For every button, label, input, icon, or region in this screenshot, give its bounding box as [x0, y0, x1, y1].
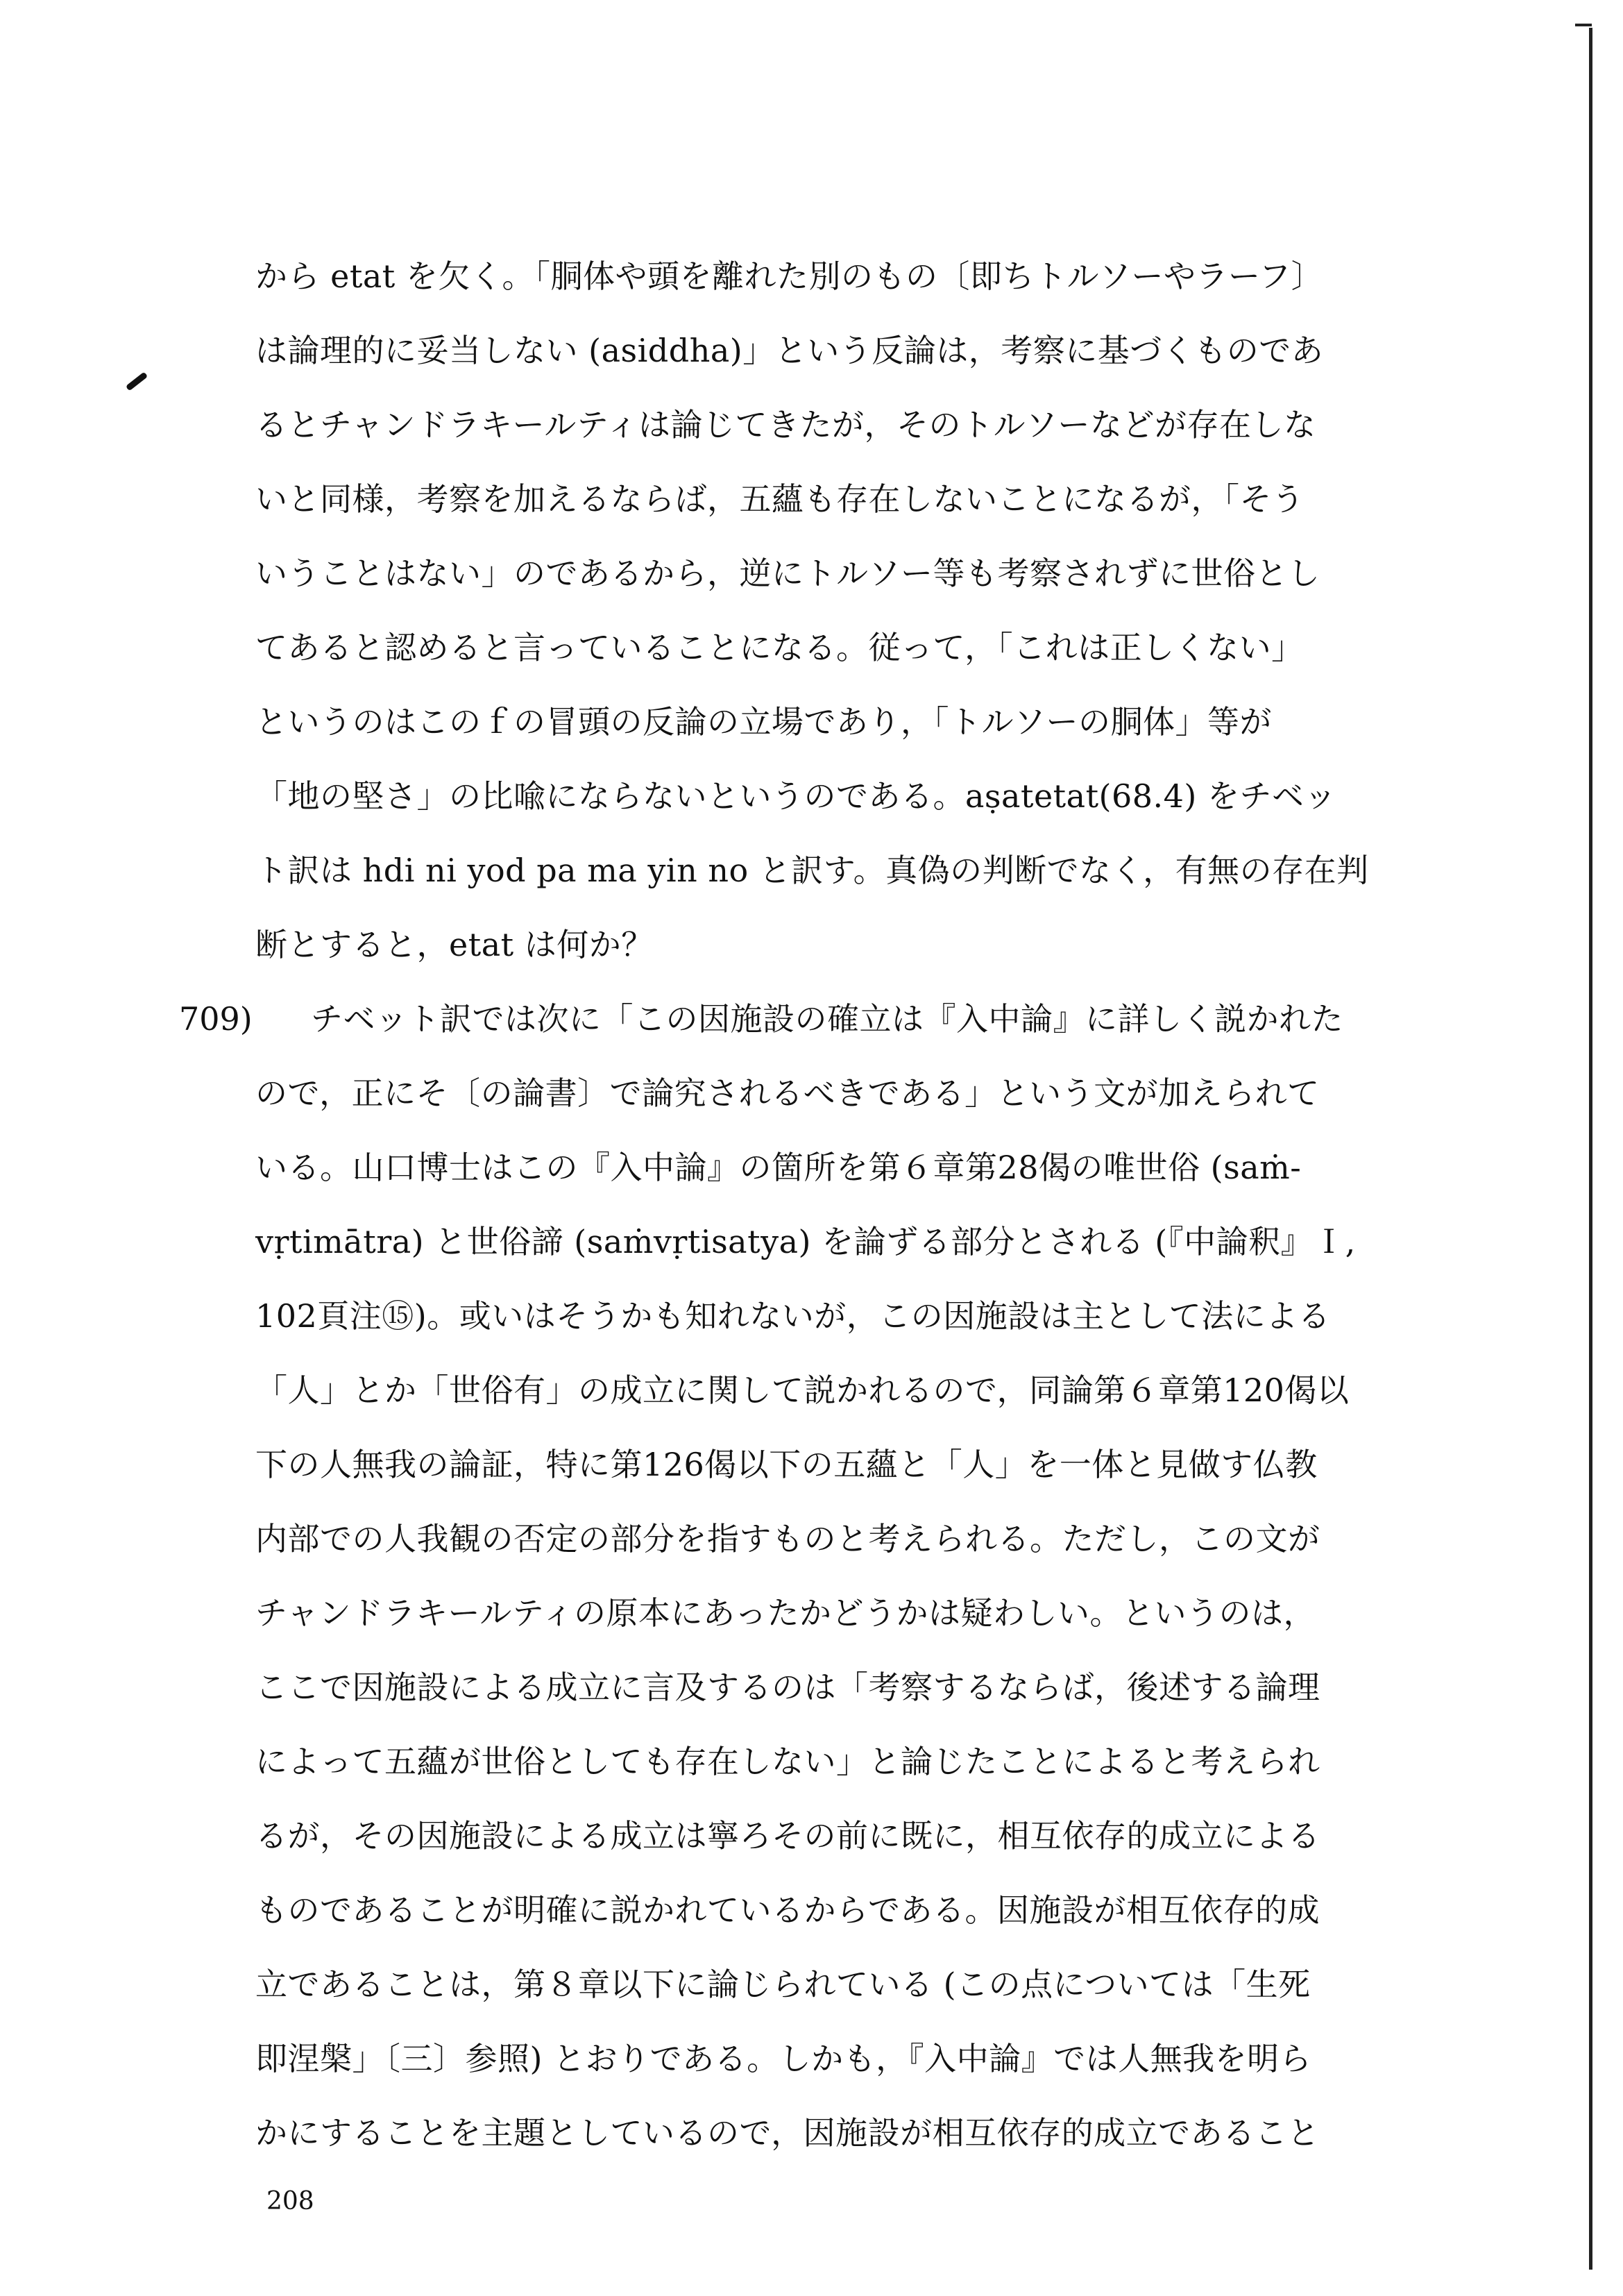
note-line: ものであることが明確に説かれているからである。因施設が相互依存的成 — [255, 1891, 1320, 1929]
margin-pen-mark — [126, 371, 148, 391]
note-line: 下の人無我の論証，特に第126偈以下の五蘊と「人」を一体と見做す仏教 — [255, 1446, 1318, 1483]
note-number: 709) — [179, 1000, 253, 1038]
note-line: 102頁注⑮)。或いはそうかも知れないが，この因施設は主として法による — [255, 1297, 1331, 1335]
text-line: は論理的に妥当しない (asiddha)」という反論は，考察に基づくものであ — [255, 332, 1324, 369]
text-line: 断とすると，etat は何か？ — [255, 926, 654, 963]
note-line: るが，その因施設による成立は寧ろその前に既に，相互依存的成立による — [255, 1817, 1320, 1855]
note-line: 即涅槃」〔三〕参照) とおりである。しかも，『入中論』では人無我を明ら — [255, 2040, 1312, 2077]
note-line: 内部での人我観の否定の部分を指すものと考えられる。ただし，この文が — [255, 1520, 1320, 1558]
note-line: 「人」とか「世俗有」の成立に関して説かれるので，同論第６章第120偈以 — [255, 1371, 1350, 1409]
text-line: ト訳は hdi ni yod pa ma yin no と訳す。真偽の判断でなく，有無の存在判 — [255, 852, 1369, 889]
text-line: るとチャンドラキールティは論じてきたが，そのトルソーなどが存在しな — [255, 406, 1316, 444]
note-line: によって五蘊が世俗としても存在しない」と論じたことによると考えられ — [255, 1743, 1320, 1780]
note-line: 立であることは，第８章以下に論じられている (この点については「生死 — [255, 1966, 1311, 2003]
text-line: から etat を欠く。「胴体や頭を離れた別のもの〔即ちトルソーやラーフ〕 — [255, 258, 1324, 295]
text-line: 「地の堅さ」の比喩にならないというのである。aṣatetat(68.4) をチベッ — [255, 777, 1336, 815]
note-line: ここで因施設による成立に言及するのは「考察するならば，後述する論理 — [255, 1669, 1320, 1706]
text-line: というのはこのｆの冒頭の反論の立場であり，「トルソーの胴体」等が — [255, 703, 1272, 741]
note-line: チベット訳では次に「この因施設の確立は『入中論』に詳しく説かれた — [311, 1000, 1343, 1038]
text-line: いうことはない」のであるから，逆にトルソー等も考察されずに世俗とし — [255, 555, 1320, 592]
right-border-cap — [1575, 24, 1592, 26]
page-number: 208 — [266, 2187, 314, 2215]
text-line: てあると認めると言っていることになる。従って，「これは正しくない」 — [255, 629, 1304, 666]
right-border-line — [1589, 28, 1592, 2270]
text-line: いと同様，考察を加えるならば，五蘊も存在しないことになるが，「そう — [255, 480, 1305, 518]
note-line: チャンドラキールティの原本にあったかどうかは疑わしい。というのは， — [255, 1594, 1316, 1632]
note-line: vṛtimātra) と世俗諦 (saṁvṛtisatya) を論ずる部分とされる (『中論釈』Ｉ, — [255, 1223, 1356, 1260]
note-line: かにすることを主題としているので，因施設が相互依存的成立であること — [255, 2114, 1320, 2152]
note-line: ので，正にそ〔の論書〕で論究されるべきである」という文が加えられて — [255, 1074, 1320, 1112]
note-line: いる。山口博士はこの『入中論』の箇所を第６章第28偈の唯世俗 (saṁ- — [255, 1149, 1302, 1186]
